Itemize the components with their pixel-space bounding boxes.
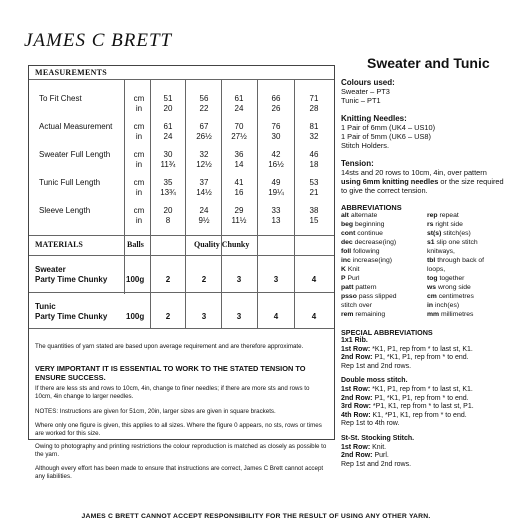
tension-text — [341, 168, 506, 195]
abbr-entry: rem remaining — [341, 311, 386, 318]
value-cell: 56 — [199, 94, 209, 103]
pattern-row: 1st Row: *K1, P1, rep from * to last st, K1. — [341, 385, 473, 393]
row-label: Sweater Full Length — [39, 150, 111, 159]
ball-count: 3 — [236, 275, 242, 284]
yarn-garment: Tunic — [35, 302, 56, 311]
value-cell: 20 — [163, 206, 173, 215]
unit-in: in — [135, 132, 143, 141]
value-cell: 24 — [163, 132, 173, 141]
divider — [150, 255, 151, 328]
value-cell: 71 — [309, 94, 319, 103]
pattern-row: Rep 1st to 4th row. — [341, 420, 400, 428]
unit-cm: cm — [133, 206, 145, 215]
abbr-entry: foll following — [341, 248, 380, 255]
row-label: To Fit Chest — [39, 94, 82, 103]
value-cell: 15 — [309, 216, 319, 225]
value-cell: 26 — [271, 104, 281, 113]
note-colour: Owing to photography and printing restrictions the colour reproduction is matched as closely as possible to the yarn. — [35, 443, 327, 458]
ball-count: 3 — [236, 312, 242, 321]
value-cell: 33 — [271, 206, 281, 215]
pattern-row: 1st Row: Knit. — [341, 443, 387, 451]
value-cell: 14 — [234, 160, 244, 169]
pattern-row: Rep 1st and 2nd rows. — [341, 460, 412, 468]
divider — [29, 235, 334, 236]
unit-in: in — [135, 160, 143, 169]
ball-count: 4 — [311, 275, 317, 284]
value-cell: 30 — [163, 150, 173, 159]
abbr-entry: tog together — [427, 275, 465, 282]
brand-logo: JAMES C BRETT — [24, 30, 173, 51]
value-cell: 41 — [234, 178, 244, 187]
pattern-row: 2nd Row: Purl. — [341, 452, 389, 460]
abbr-entry: alt alternate — [341, 212, 378, 219]
pattern-row: Rep 1st and 2nd rows. — [341, 362, 412, 370]
ball-count: 3 — [273, 275, 279, 284]
divider — [124, 79, 125, 294]
abbr-entry: st(s) stitch(es) — [427, 230, 471, 237]
abbr-entry: rs right side — [427, 221, 463, 228]
ball-count: 2 — [165, 275, 171, 284]
pattern-row: 1st Row: *K1, P1, rep from * to last st, K1. — [341, 345, 473, 353]
yarn-weight: 100g — [126, 312, 145, 321]
moss-section — [341, 377, 506, 429]
abbr-entry: rep repeat — [427, 212, 459, 219]
abbr-entry: loops, — [427, 266, 446, 273]
materials-heading: MATERIALS — [35, 240, 83, 249]
ball-count: 4 — [311, 312, 317, 321]
ball-count: 2 — [165, 312, 171, 321]
value-cell: 16 — [234, 188, 244, 197]
needle-item: Stitch Holders. — [341, 141, 390, 150]
value-cell: 26½ — [196, 132, 212, 141]
value-cell: 67 — [199, 122, 209, 131]
yarn-name: Party Time Chunky — [35, 275, 108, 284]
value-cell: 16½ — [268, 160, 284, 169]
value-cell: 46 — [309, 150, 319, 159]
abbr-entry: tbl through back of — [427, 257, 485, 264]
stocking-section — [341, 435, 506, 469]
moss-title: Double moss stitch. — [341, 377, 408, 385]
value-cell: 12½ — [196, 160, 212, 169]
abbr-entry: stitch over — [341, 302, 372, 309]
footer-disclaimer: JAMES C BRETT CANNOT ACCEPT RESPONSIBILITY FOR THE RESULT OF USING ANY OTHER YARN. — [81, 513, 431, 520]
value-cell: 29 — [234, 206, 244, 215]
abbr-entry: mm millimetres — [427, 311, 474, 318]
unit-cm: cm — [133, 94, 145, 103]
value-cell: 14½ — [196, 188, 212, 197]
abbr-entry: ws wrong side — [427, 284, 471, 291]
colour-item: Sweater – PT3 — [341, 87, 390, 96]
tension-part: 14sts and 20 rows to 10cm, 4in, over pattern — [341, 168, 487, 177]
value-cell: 53 — [309, 178, 319, 187]
measurements-panel — [28, 65, 335, 440]
measurements-heading: MEASUREMENTS — [35, 68, 108, 77]
colours-heading: Colours used: — [341, 78, 395, 87]
abbr-entry: dec decrease(ing) — [341, 239, 397, 246]
value-cell: 35 — [163, 178, 173, 187]
value-cell: 22 — [199, 104, 209, 113]
yarn-name: Party Time Chunky — [35, 312, 108, 321]
value-cell: 66 — [271, 94, 281, 103]
abbr-entry: cont continue — [341, 230, 383, 237]
value-cell: 61 — [234, 94, 244, 103]
balls-heading: Balls — [127, 240, 144, 249]
divider — [221, 255, 222, 328]
abbr-entry: beg beginning — [341, 221, 385, 228]
value-cell: 32 — [309, 132, 319, 141]
value-cell: 11½ — [231, 216, 247, 225]
divider — [29, 292, 334, 293]
ball-count: 3 — [201, 312, 207, 321]
unit-in: in — [135, 104, 143, 113]
row-label: Actual Measurement — [39, 122, 113, 131]
stocking-title: St-St. Stocking Stitch. — [341, 434, 415, 442]
right-column — [341, 78, 506, 469]
value-cell: 19¼ — [268, 188, 284, 197]
divider — [185, 255, 186, 328]
divider — [29, 79, 334, 80]
unit-cm: cm — [133, 150, 145, 159]
quality-heading: Quality Chunky — [194, 240, 250, 249]
colour-item: Tunic – PT1 — [341, 96, 381, 105]
pattern-row: 2nd Row: P1, *K1, P1, rep from * to end. — [341, 354, 469, 362]
document-title: Sweater and Tunic — [367, 55, 490, 71]
pattern-row: 4th Row: K1, *P1, K1, rep from * to end. — [341, 411, 467, 419]
value-cell: 81 — [309, 122, 319, 131]
abbr-entry: P Purl — [341, 275, 360, 282]
value-cell: 51 — [163, 94, 173, 103]
abbr-entry: knitways, — [427, 248, 455, 255]
abbr-entry: cm centimetres — [427, 293, 474, 300]
value-cell: 13¾ — [160, 188, 176, 197]
value-cell: 49 — [271, 178, 281, 187]
value-cell: 20 — [163, 104, 173, 113]
unit-in: in — [135, 188, 143, 197]
value-cell: 37 — [199, 178, 209, 187]
value-cell: 36 — [234, 150, 244, 159]
abbr-entry: in inch(es) — [427, 302, 460, 309]
note-tension-warning: VERY IMPORTANT IT IS ESSENTIAL TO WORK TO THE STATED TENSION TO ENSURE SUCCESS. — [35, 364, 306, 382]
tension-needles: using 6mm knitting needles — [341, 177, 439, 186]
abbreviations-heading: ABBREVIATIONS — [341, 203, 402, 212]
value-cell: 32 — [199, 150, 209, 159]
value-cell: 27½ — [231, 132, 247, 141]
divider — [29, 255, 334, 256]
divider — [29, 328, 334, 329]
abbr-entry: patt pattern — [341, 284, 377, 291]
note-needles: If there are less sts and rows to 10cm, 4in, change to finer needles; if there are more sts and rows to 10cm, 4in change to larger needles. — [35, 385, 310, 400]
needle-item: 1 Pair of 6mm (UK4 – US10) — [341, 123, 436, 132]
note-figures: Where only one figure is given, this applies to all sizes. Where the figure 0 appears, no sts, rows or times are worked for this size. — [35, 422, 322, 437]
value-cell: 24 — [234, 104, 244, 113]
value-cell: 76 — [271, 122, 281, 131]
ball-count: 2 — [201, 275, 207, 284]
pattern-row: 3rd Row: *P1, K1, rep from * to last st, P1. — [341, 403, 474, 411]
needles-heading: Knitting Needles: — [341, 114, 407, 123]
row-label: Tunic Full Length — [39, 178, 101, 187]
needle-item: 1 Pair of 5mm (UK6 – US8) — [341, 132, 431, 141]
tension-heading: Tension: — [341, 159, 374, 168]
value-cell: 21 — [309, 188, 319, 197]
value-cell: 61 — [163, 122, 173, 131]
abbreviations-list — [341, 212, 506, 320]
abbr-entry: K Knit — [341, 266, 360, 273]
value-cell: 38 — [309, 206, 319, 215]
abbr-entry: inc increase(ing) — [341, 257, 393, 264]
value-cell: 70 — [234, 122, 244, 131]
yarn-garment: Sweater — [35, 265, 66, 274]
yarn-weight: 100g — [126, 275, 145, 284]
unit-in: in — [135, 216, 143, 225]
value-cell: 28 — [309, 104, 319, 113]
value-cell: 18 — [309, 160, 319, 169]
divider — [257, 255, 258, 328]
value-cell: 30 — [271, 132, 281, 141]
note-quantities: The quantities of yarn stated are based upon average requirement and are therefore approximate. — [35, 343, 304, 350]
value-cell: 11¾ — [160, 160, 176, 169]
row-label: Sleeve Length — [39, 206, 91, 215]
value-cell: 9½ — [198, 216, 210, 225]
abbr-entry: s1 slip one stitch — [427, 239, 478, 246]
value-cell: 8 — [165, 216, 171, 225]
rib-section — [341, 337, 506, 371]
note-liability: Although every effort has been made to ensure that instructions are correct, James C Brett cannot accept any liabilities. — [35, 465, 324, 480]
ball-count: 4 — [273, 312, 279, 321]
value-cell: 13 — [271, 216, 281, 225]
value-cell: 42 — [271, 150, 281, 159]
abbr-entry: psso pass slipped — [341, 293, 397, 300]
pattern-row: 2nd Row: P1, *K1, P1, rep from * to end. — [341, 394, 469, 402]
special-heading: SPECIAL ABBREVIATIONS — [341, 328, 433, 337]
divider — [294, 255, 295, 328]
unit-cm: cm — [133, 122, 145, 131]
rib-title: 1x1 Rib. — [341, 337, 368, 344]
note-sizes: NOTES: Instructions are given for 51cm, 20in, larger sizes are given in square brackets. — [35, 408, 276, 415]
value-cell: 24 — [199, 206, 209, 215]
tension-part: or the size required to give the correct tension. — [341, 177, 504, 195]
unit-cm: cm — [133, 178, 145, 187]
